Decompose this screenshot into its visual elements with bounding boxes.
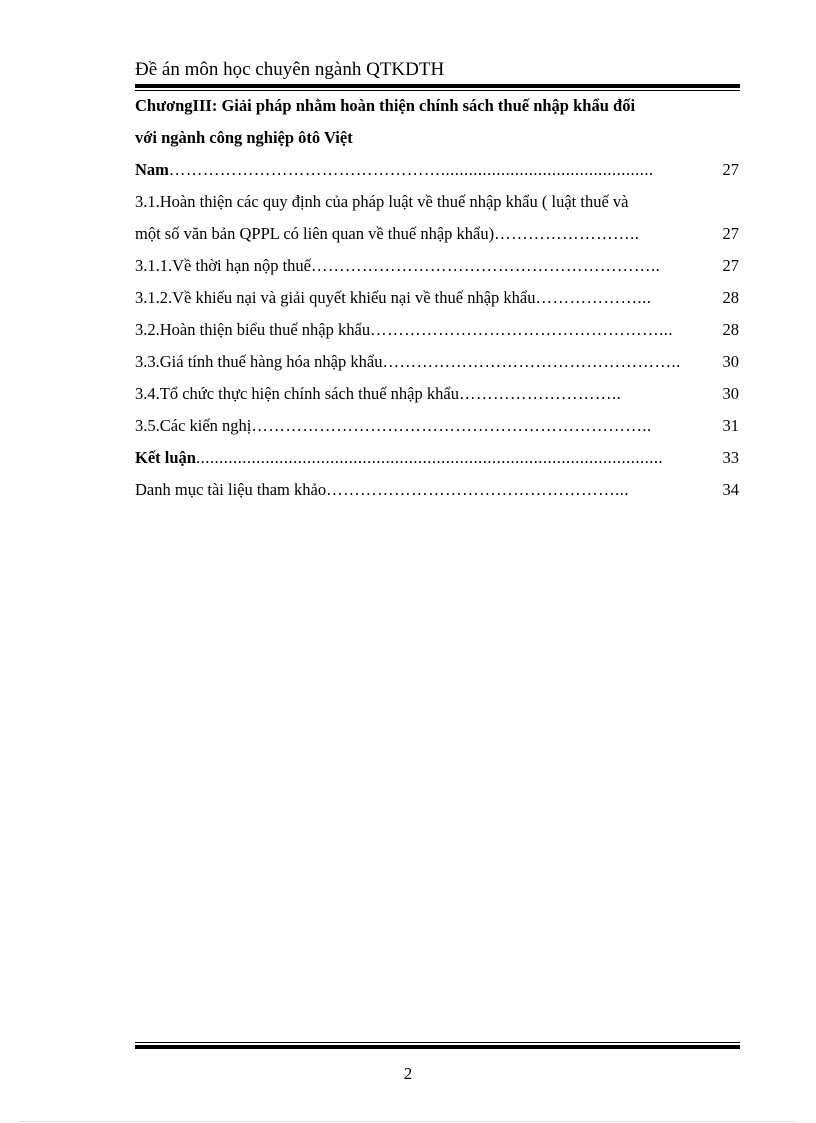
toc-entry-text: 3.4.Tổ chức thực hiện chính sách thuế nhập khẩu bbox=[135, 384, 459, 403]
toc-entry-text: 3.1.1.Về thời hạn nộp thuế bbox=[135, 256, 311, 275]
toc-entry-3-3 bbox=[135, 351, 739, 373]
toc-leader-dots: …………………………………………………………….. bbox=[251, 416, 652, 435]
toc-entry-3-1-line1: 3.1.Hoàn thiện các quy định của pháp luật về thuế nhập khẩu ( luật thuế và bbox=[135, 192, 629, 211]
toc-page-number: 30 bbox=[722, 384, 739, 403]
running-header-title: Đề án môn học chuyên ngành QTKDTH bbox=[135, 59, 445, 80]
header-rule-thick bbox=[135, 84, 740, 88]
page-number: 2 bbox=[403, 1064, 413, 1083]
toc-page-number: 27 bbox=[722, 256, 739, 275]
toc-leader-dots: ……………………….. bbox=[458, 384, 622, 403]
toc-entry-3-1-1 bbox=[135, 255, 739, 277]
toc-entry-3-2 bbox=[135, 319, 739, 341]
toc-page-number: 30 bbox=[722, 352, 739, 371]
toc-entry-conclusion bbox=[135, 447, 739, 469]
toc-entry-references bbox=[135, 479, 739, 501]
toc-page-number: 27 bbox=[722, 160, 739, 179]
toc-entry-text: 3.5.Các kiến nghị bbox=[135, 416, 252, 435]
toc-chapter-heading-line1: ChươngIII: Giải pháp nhằm hoàn thiện chính sách thuế nhập khẩu đối bbox=[135, 96, 636, 115]
toc-chapter-heading-line3 bbox=[135, 159, 739, 181]
toc-page-number: 34 bbox=[722, 480, 739, 499]
toc-entry-text: 3.1.2.Về khiếu nại và giải quyết khiếu nại về thuế nhập khẩu bbox=[135, 288, 536, 307]
page-bottom-border bbox=[20, 1121, 796, 1122]
toc-leader-dots: ………………... bbox=[535, 288, 652, 307]
header-rule-thin bbox=[135, 90, 740, 91]
toc-entry-3-4 bbox=[135, 383, 739, 405]
toc-entry-text: 3.3.Giá tính thuế hàng hóa nhập khẩu bbox=[135, 352, 383, 371]
toc-leader-dots: ………………………………………….............................................. bbox=[168, 160, 654, 179]
toc-entry-3-1-line2 bbox=[135, 223, 739, 245]
toc-leader-dots: ……………………………………………... bbox=[370, 320, 673, 339]
toc-entry-3-5 bbox=[135, 415, 739, 437]
footer-rule-thin bbox=[135, 1042, 740, 1043]
toc-leader-dots: ……………………………………………... bbox=[326, 480, 629, 499]
toc-entry-3-1-2 bbox=[135, 287, 739, 309]
toc-chapter-heading-line2: với ngành công nghiệp ôtô Việt bbox=[135, 128, 353, 147]
toc-page-number: 31 bbox=[722, 416, 739, 435]
toc-entry-text: Danh mục tài liệu tham khảo bbox=[135, 480, 327, 499]
toc-leader-dots: …………………………………………….. bbox=[382, 352, 681, 371]
toc-leader-dots: ..................................................................................................... bbox=[195, 448, 664, 467]
toc-entry-text: 3.2.Hoàn thiện biểu thuế nhập khẩu bbox=[135, 320, 371, 339]
toc-page-number: 28 bbox=[722, 320, 739, 339]
toc-entry-text: một số văn bản QPPL có liên quan về thuế nhập khẩu) bbox=[135, 224, 495, 243]
toc-page-number: 33 bbox=[722, 448, 739, 467]
toc-page-number: 27 bbox=[722, 224, 739, 243]
footer-rule-thick bbox=[135, 1045, 740, 1049]
toc-entry-text: Kết luận bbox=[135, 448, 196, 467]
toc-entry-text: Nam bbox=[135, 160, 169, 179]
toc-page-number: 28 bbox=[722, 288, 739, 307]
toc-leader-dots: …………………….. bbox=[494, 224, 640, 243]
toc-leader-dots: …………………………………………………….. bbox=[311, 256, 661, 275]
